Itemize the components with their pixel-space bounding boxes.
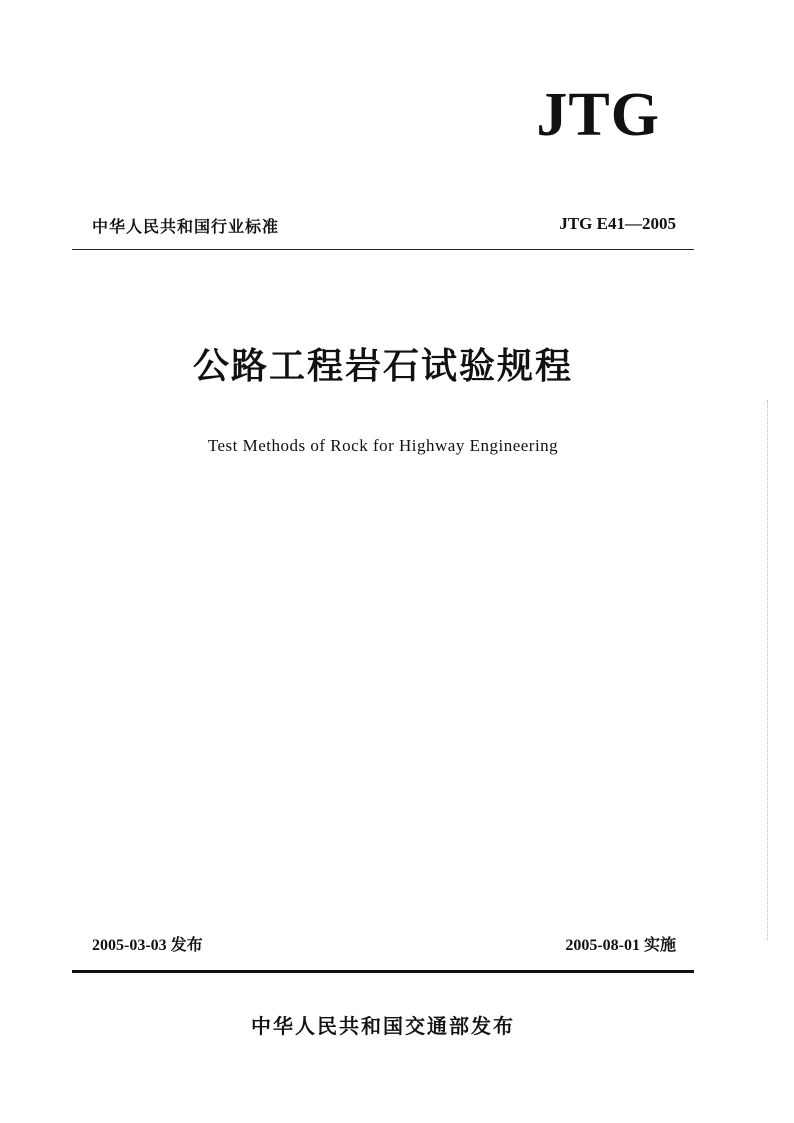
effective-date: 2005-08-01 实施: [565, 937, 676, 954]
issue-date: 2005-03-03 发布: [92, 937, 203, 954]
title-chinese: 公路工程岩石试验规程: [192, 346, 573, 387]
standard-type: 中华人民共和国行业标准: [92, 217, 280, 236]
top-divider: [72, 249, 694, 250]
bottom-divider: [72, 970, 694, 973]
scan-edge-mark: [767, 400, 768, 940]
jtg-logo: JTG: [536, 81, 660, 149]
publisher: 中华人民共和国交通部发布: [251, 1014, 515, 1038]
title-english: Test Methods of Rock for Highway Engineering: [207, 436, 559, 455]
standard-code: JTG E41—2005: [559, 214, 676, 233]
